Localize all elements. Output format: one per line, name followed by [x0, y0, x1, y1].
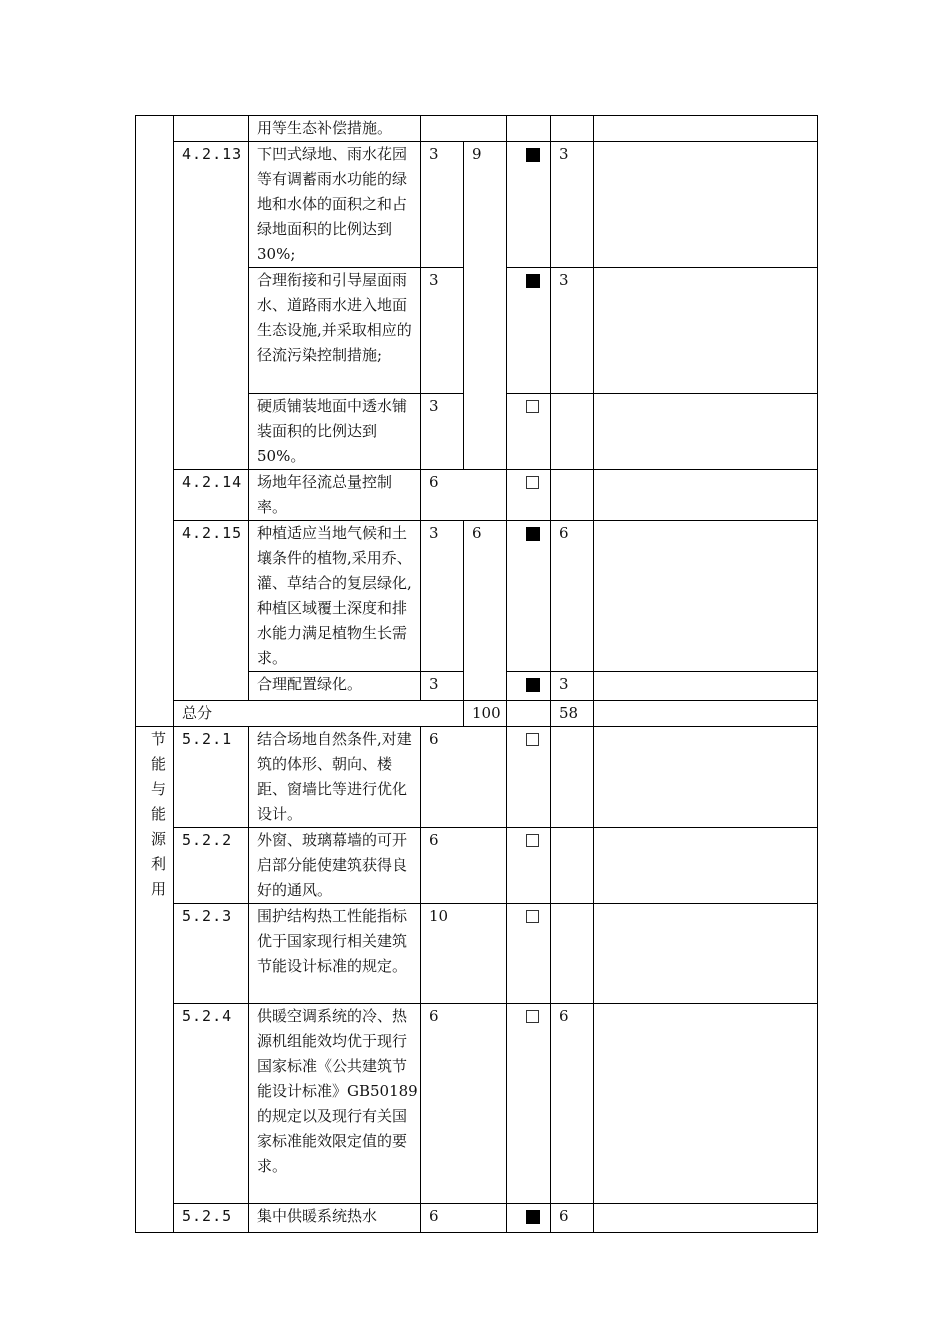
- item-description: 硬质铺装地面中透水铺装面积的比例达到 50%。: [249, 394, 421, 470]
- unchecked-box-icon[interactable]: [526, 400, 539, 413]
- remarks-cell: [594, 672, 818, 701]
- check-cell: [507, 470, 551, 521]
- score-cell: 3: [551, 142, 594, 268]
- remarks-cell: [594, 1004, 818, 1204]
- item-description: 围护结构热工性能指标优于国家现行相关建筑节能设计标准的规定。: [249, 904, 421, 1004]
- item-description: 供暖空调系统的冷、热源机组能效均优于现行国家标准《公共建筑节能设计标准》GB50189 的规定以及现行有关国家标准能效限定值的要求。: [249, 1004, 421, 1204]
- item-code: 5.2.1: [174, 727, 249, 828]
- table-row: [136, 727, 818, 828]
- checked-box-icon[interactable]: [526, 148, 540, 162]
- points-cell: 6: [421, 470, 507, 521]
- unchecked-box-icon[interactable]: [526, 834, 539, 847]
- item-description: 外窗、玻璃幕墙的可开启部分能使建筑获得良好的通风。: [249, 828, 421, 904]
- remarks-cell: [594, 116, 818, 142]
- total-label: 总分: [174, 701, 464, 727]
- remarks-cell: [594, 394, 818, 470]
- score-cell: [551, 904, 594, 1004]
- checked-box-icon[interactable]: [526, 527, 540, 541]
- points-cell: 6: [421, 1004, 507, 1204]
- item-description: 场地年径流总量控制率。: [249, 470, 421, 521]
- checked-box-icon[interactable]: [526, 1210, 540, 1224]
- table-row: [136, 828, 818, 904]
- check-cell: [507, 904, 551, 1004]
- points-cell: 6: [421, 1204, 507, 1233]
- item-description: 集中供暖系统热水: [249, 1204, 421, 1233]
- points-cell: 3: [421, 672, 464, 701]
- item-code: 5.2.2: [174, 828, 249, 904]
- subtotal-cell: 6: [464, 521, 507, 701]
- checked-box-icon[interactable]: [526, 678, 540, 692]
- score-cell: [551, 394, 594, 470]
- item-description: 结合场地自然条件,对建筑的体形、朝向、楼距、窗墙比等进行优化设计。: [249, 727, 421, 828]
- check-cell: [507, 828, 551, 904]
- check-cell: [507, 701, 551, 727]
- item-code: 5.2.4: [174, 1004, 249, 1204]
- category-energy: [136, 727, 174, 1233]
- remarks-cell: [594, 521, 818, 672]
- check-cell: [507, 521, 551, 672]
- checked-box-icon[interactable]: [526, 274, 540, 288]
- remarks-cell: [594, 1204, 818, 1233]
- total-row: [136, 701, 818, 727]
- check-cell: [507, 1204, 551, 1233]
- check-cell: [507, 268, 551, 394]
- evaluation-table: [135, 115, 818, 1233]
- unchecked-box-icon[interactable]: [526, 1010, 539, 1023]
- unchecked-box-icon[interactable]: [526, 910, 539, 923]
- table-row: [136, 1204, 818, 1233]
- score-cell: 6: [551, 1204, 594, 1233]
- check-cell: [507, 1004, 551, 1204]
- table-row: [136, 116, 818, 142]
- points-cell: 3: [421, 268, 464, 394]
- score-cell: [551, 727, 594, 828]
- table-row: [136, 142, 818, 268]
- check-cell: [507, 116, 551, 142]
- item-code: 4.2.13: [174, 142, 249, 470]
- check-cell: [507, 672, 551, 701]
- unchecked-box-icon[interactable]: [526, 476, 539, 489]
- item-description: 合理配置绿化。: [249, 672, 421, 701]
- item-code: [174, 116, 249, 142]
- item-code: 4.2.15: [174, 521, 249, 701]
- item-description: 用等生态补偿措施。: [249, 116, 421, 142]
- item-description: 种植适应当地气候和土壤条件的植物,采用乔、灌、草结合的复层绿化,种植区域覆土深度和排水能力满足植物生长需求。: [249, 521, 421, 672]
- item-description: 合理衔接和引导屋面雨水、道路雨水进入地面生态设施,并采取相应的径流污染控制措施;: [249, 268, 421, 394]
- points-cell: [421, 116, 507, 142]
- remarks-cell: [594, 142, 818, 268]
- points-cell: 3: [421, 394, 464, 470]
- score-cell: [551, 116, 594, 142]
- item-code: 5.2.5: [174, 1204, 249, 1233]
- points-cell: 3: [421, 521, 464, 672]
- category-cell-previous: [136, 116, 174, 727]
- remarks-cell: [594, 268, 818, 394]
- table-row: [136, 904, 818, 1004]
- remarks-cell: [594, 904, 818, 1004]
- remarks-cell: [594, 727, 818, 828]
- points-cell: 6: [421, 727, 507, 828]
- score-cell: 6: [551, 1004, 594, 1204]
- remarks-cell: [594, 828, 818, 904]
- unchecked-box-icon[interactable]: [526, 733, 539, 746]
- table-row: [136, 470, 818, 521]
- score-cell: 3: [551, 268, 594, 394]
- total-score: 58: [551, 701, 594, 727]
- category-label: 节能与能源利用: [150, 730, 166, 898]
- score-cell: 6: [551, 521, 594, 672]
- table-row: [136, 521, 818, 672]
- score-cell: [551, 828, 594, 904]
- points-cell: 10: [421, 904, 507, 1004]
- total-points: 100: [464, 701, 507, 727]
- item-description: 下凹式绿地、雨水花园等有调蓄雨水功能的绿地和水体的面积之和占绿地面积的比例达到 30%;: [249, 142, 421, 268]
- item-code: 5.2.3: [174, 904, 249, 1004]
- check-cell: [507, 142, 551, 268]
- check-cell: [507, 394, 551, 470]
- item-code: 4.2.14: [174, 470, 249, 521]
- table-row: [136, 1004, 818, 1204]
- points-cell: 6: [421, 828, 507, 904]
- score-cell: [551, 470, 594, 521]
- check-cell: [507, 727, 551, 828]
- score-cell: 3: [551, 672, 594, 701]
- subtotal-cell: 9: [464, 142, 507, 470]
- points-cell: 3: [421, 142, 464, 268]
- remarks-cell: [594, 470, 818, 521]
- remarks-cell: [594, 701, 818, 727]
